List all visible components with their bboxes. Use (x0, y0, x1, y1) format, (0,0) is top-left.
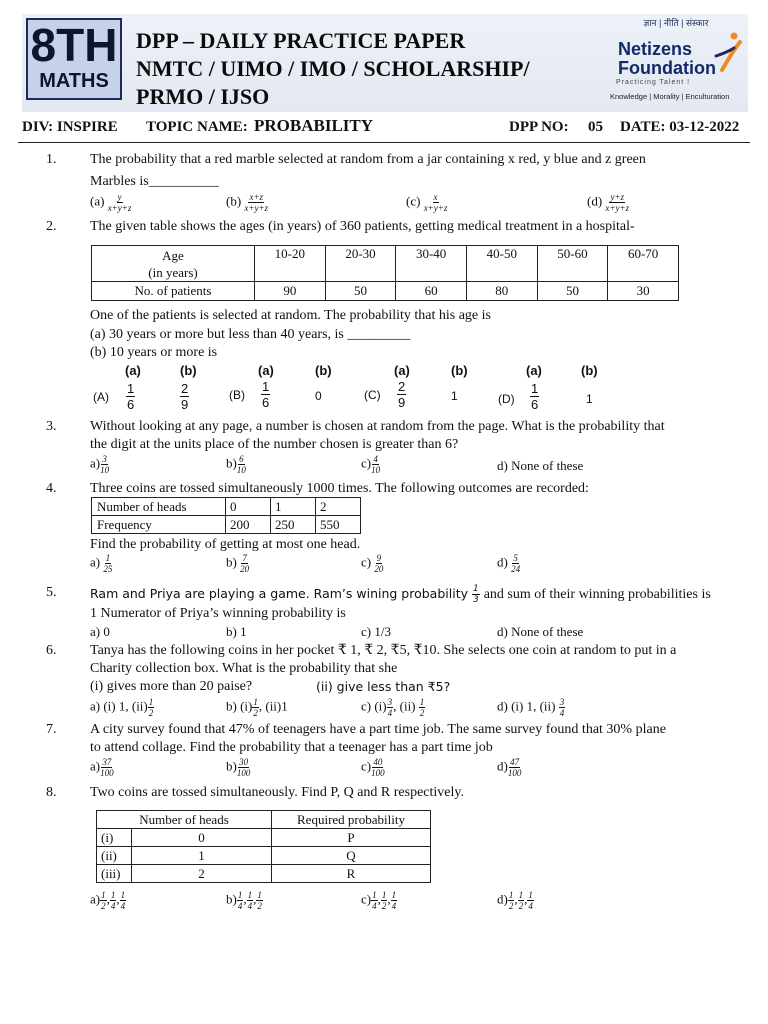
table-cell: 40-50 (466, 246, 537, 282)
q2-text: The given table shows the ages (in years) of 360 patients, getting medical treatment in a hospital- (90, 219, 635, 234)
q5-number: 5. (46, 585, 57, 600)
q2-col-a: (a) (526, 363, 542, 378)
table-cell: 80 (466, 282, 537, 301)
table-cell: (ii) (97, 847, 132, 865)
div-label: DIV: INSPIRE (22, 119, 118, 135)
table-cell: 50 (325, 282, 396, 301)
q6-number: 6. (46, 643, 57, 658)
q1-option-a: (a) $\frac{y}{x+y+z}$ (90, 192, 132, 213)
q4-table (91, 497, 361, 534)
q4-option-c: c) $\frac{9}{20}$ (361, 553, 384, 574)
q2-col-a: (a) (258, 363, 274, 378)
title-line-3: PRMO / IJSO (136, 84, 270, 109)
q1-number: 1. (46, 152, 57, 167)
logo-name-2: Foundation (618, 58, 716, 78)
netizens-logo (606, 16, 746, 108)
table-cell: 90 (255, 282, 326, 301)
table-cell: 200 (226, 516, 271, 534)
q4-option-b: b) $\frac{7}{20}$ (226, 553, 250, 574)
table-cell: 50 (537, 282, 608, 301)
q1-text-1: The probability that a red marble selected at random from a jar containing x red, y blue and z green (90, 152, 646, 167)
q2-option-D-label: (D) (498, 392, 515, 406)
q7-option-d: d) $\frac{47}{100}$ (497, 757, 522, 778)
q4-option-d: d) $\frac{5}{24}$ (497, 553, 521, 574)
divider (18, 142, 750, 143)
q3-option-a: a) $\frac{3}{10}$ (90, 454, 110, 475)
q3-option-c: c) $\frac{4}{10}$ (361, 454, 381, 475)
grade-label: 8TH (30, 19, 118, 71)
q2-A-b: $\frac{2}{9}$ (181, 381, 189, 412)
q7-option-c: c) $\frac{40}{100}$ (361, 757, 385, 778)
table-cell: (i) (97, 829, 132, 847)
logo-tagline: Practicing Talent ! (616, 79, 691, 86)
topic-label: TOPIC NAME: (146, 119, 248, 135)
q2-col-a: (a) (125, 363, 141, 378)
q3-text-1: Without looking at any page, a number is chosen at random from the page. What is the probability that (90, 419, 665, 434)
q6-text-3b: (ii) give less than ₹5? (316, 679, 451, 694)
q5-option-c: c) 1/3 (361, 624, 391, 639)
q2-B-b: 0 (315, 389, 322, 403)
q2-text-b1: One of the patients is selected at random. The probability that his age is (90, 308, 491, 323)
q7-option-a: a) $\frac{37}{100}$ (90, 757, 114, 778)
q7-option-b: b) $\frac{30}{100}$ (226, 757, 251, 778)
q1-option-b: (b) $\frac{x+z}{x+y+z}$ (226, 192, 269, 213)
q3-option-d: d) None of these (497, 458, 584, 473)
q2-C-b: 1 (451, 389, 458, 403)
table-cell: R (272, 865, 431, 883)
q8-option-d: d) $\frac{1}{2}$ , $\frac{1}{2}$ , $\frac{1}{4}$ (497, 890, 533, 911)
patients-header: No. of patients (92, 282, 255, 301)
table-cell: 2 (316, 498, 361, 516)
q8-text: Two coins are tossed simultaneously. Find P, Q and R respectively. (90, 785, 464, 800)
q5-text-2: 1 Numerator of Priya’s winning probability is (90, 606, 346, 621)
q8-table (96, 810, 431, 883)
subject-label: MATHS (39, 70, 109, 92)
table-header: Required probability (272, 811, 431, 829)
q2-option-A-label: (A) (93, 390, 109, 404)
table-cell: Frequency (92, 516, 226, 534)
q7-number: 7. (46, 722, 57, 737)
table-cell: Q (272, 847, 431, 865)
table-cell: 1 (271, 498, 316, 516)
table-header: Number of heads (97, 811, 272, 829)
q2-D-b: 1 (586, 392, 593, 406)
q3-text-2: the digit at the units place of the number chosen is greater than 6? (90, 437, 459, 452)
table-cell: 10-20 (255, 246, 326, 282)
q2-col-b: (b) (180, 363, 197, 378)
q2-col-b: (b) (315, 363, 332, 378)
table-cell: Number of heads (92, 498, 226, 516)
q5-option-d: d) None of these (497, 624, 584, 639)
q8-number: 8. (46, 785, 57, 800)
q2-col-b: (b) (451, 363, 468, 378)
q2-B-a: $\frac{1}{6}$ (262, 379, 270, 410)
q2-text-b3: (b) 10 years or more is (90, 345, 218, 360)
table-cell: 250 (271, 516, 316, 534)
q8-option-b: b) $\frac{1}{4}$ , $\frac{1}{4}$ , $\frac{1}{2}$ (226, 890, 262, 911)
q2-D-a: $\frac{1}{6}$ (531, 381, 539, 412)
q7-text-2: to attend collage. Find the probability that a teenager has a part time job (90, 740, 493, 755)
age-header: Age (in years) (92, 246, 255, 282)
q6-option-c: c) (i) $\frac{3}{4}$ , (ii) $\frac{1}{2}$ (361, 697, 425, 718)
q6-text-1: Tanya has the following coins in her pocket ₹ 1, ₹ 2, ₹5, ₹10. She selects one coin at random to put in a (90, 643, 677, 658)
dpp-label: DPP NO: (509, 119, 569, 135)
table-cell: 550 (316, 516, 361, 534)
q6-text-2: Charity collection box. What is the probability that she (90, 661, 398, 676)
logo-motto: ज्ञान | नीति | संस्कार (643, 18, 709, 28)
q4-number: 4. (46, 481, 57, 496)
q2-C-a: $\frac{2}{9}$ (398, 379, 406, 410)
q6-option-a: a) (i) 1, (ii) $\frac{1}{2}$ (90, 697, 154, 718)
q3-option-b: b) $\frac{6}{10}$ (226, 454, 246, 475)
q2-A-a: $\frac{1}{6}$ (127, 381, 135, 412)
q2-col-b: (b) (581, 363, 598, 378)
table-cell: P (272, 829, 431, 847)
q4-option-a: a) $\frac{1}{25}$ (90, 553, 113, 574)
logo-subtitle: Knowledge | Morality | Enculturation (610, 92, 730, 101)
table-cell: 2 (132, 865, 272, 883)
q7-text-1: A city survey found that 47% of teenagers have a part time job. The same survey found that 30% plane (90, 722, 666, 737)
table-cell: 50-60 (537, 246, 608, 282)
date: DATE: 03-12-2022 (620, 119, 740, 135)
runner-icon (714, 30, 744, 74)
q2-text-b2: (a) 30 years or more but less than 40 years, is _________ (90, 327, 411, 342)
table-cell: 0 (226, 498, 271, 516)
q5-option-a: a) 0 (90, 624, 110, 639)
q2-option-B-label: (B) (229, 388, 245, 402)
q2-col-a: (a) (394, 363, 410, 378)
table-cell: 30 (608, 282, 679, 301)
dpp-number: 05 (588, 119, 603, 135)
q2-option-C-label: (C) (364, 388, 381, 402)
table-cell: 60 (396, 282, 467, 301)
q5-text-1: Ram and Priya are playing a game. Ram’s wining probability $\frac{1}{3}$ and sum of their winning probabilities is (90, 584, 711, 605)
table-cell: 30-40 (396, 246, 467, 282)
table-cell: 1 (132, 847, 272, 865)
q6-option-d: d) (i) 1, (ii) $\frac{3}{4}$ (497, 697, 565, 718)
q3-number: 3. (46, 419, 57, 434)
q4-text: Three coins are tossed simultaneously 1000 times. The following outcomes are recorded: (90, 481, 589, 496)
q6-text-3a: (i) gives more than 20 paise? (90, 679, 253, 694)
q4-text-2: Find the probability of getting at most one head. (90, 537, 361, 552)
title-line-2: NMTC / UIMO / IMO / SCHOLARSHIP/ (136, 56, 530, 81)
logo-name-1: Netizens (618, 39, 693, 59)
q8-option-a: a) $\frac{1}{2}$ , $\frac{1}{4}$ , $\frac{1}{4}$ (90, 890, 126, 911)
q5-option-b: b) 1 (226, 624, 247, 639)
title-line-1: DPP – DAILY PRACTICE PAPER (136, 28, 466, 53)
table-cell: 20-30 (325, 246, 396, 282)
table-cell: (iii) (97, 865, 132, 883)
q2-table (91, 245, 679, 301)
q6-option-b: b) (i) $\frac{1}{2}$ , (ii)1 (226, 697, 288, 718)
table-cell: 0 (132, 829, 272, 847)
table-cell: 60-70 (608, 246, 679, 282)
q1-option-c: (c) $\frac{x}{x+y+z}$ (406, 192, 448, 213)
topic-name: PROBABILITY (254, 116, 374, 135)
grade-badge (26, 18, 122, 100)
q1-text-2: Marbles is__________ (90, 174, 219, 189)
q2-number: 2. (46, 219, 57, 234)
q8-option-c: c) $\frac{1}{4}$ , $\frac{1}{2}$ , $\frac{1}{4}$ (361, 890, 397, 911)
q1-option-d: (d) $\frac{y+z}{x+y+z}$ (587, 192, 630, 213)
